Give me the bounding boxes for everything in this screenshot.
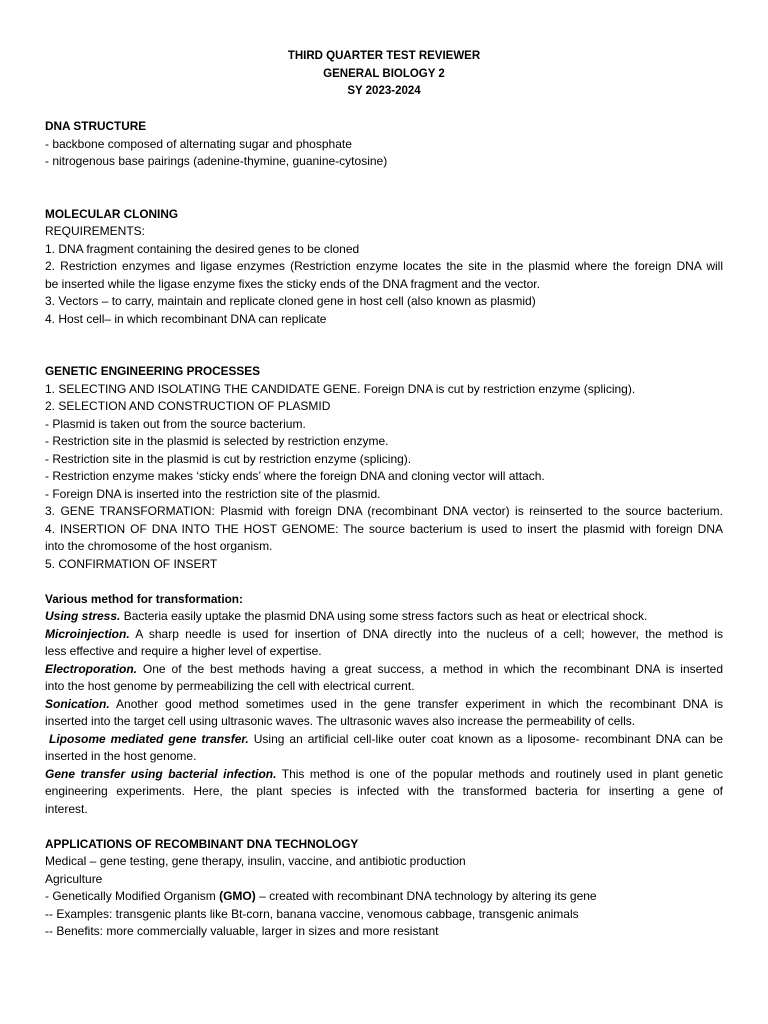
method-description-cont: inserted in the host genome. bbox=[45, 749, 197, 763]
list-item: -- Benefits: more commercially valuable, larger in sizes and more resistant bbox=[45, 924, 439, 938]
section-heading: APPLICATIONS OF RECOMBINANT DNA TECHNOLOGY bbox=[45, 836, 359, 851]
subheading: REQUIREMENTS: bbox=[45, 224, 146, 238]
method-term: Microinjection. bbox=[45, 626, 130, 641]
gmo-abbreviation: (GMO) bbox=[219, 889, 256, 903]
list-item: be inserted while the ligase enzyme fixes the sticky ends of the DNA fragment and the vector. bbox=[45, 276, 540, 291]
method-term: Liposome mediated gene transfer. bbox=[49, 731, 249, 746]
list-item: - Restriction enzyme makes ‘sticky ends’ where the foreign DNA and cloning vector will attach. bbox=[45, 469, 545, 483]
method-description-cont: engineering experiments. Here, the plant species is infected with the transformed bacteria for inserting a gene of bbox=[45, 784, 723, 798]
method-term: Gene transfer using bacterial infection. bbox=[45, 766, 277, 781]
list-item: into the chromosome of the host organism. bbox=[45, 539, 273, 553]
gmo-suffix: – created with recombinant DNA technology by altering its gene bbox=[255, 889, 597, 903]
section-heading: GENETIC ENGINEERING PROCESSES bbox=[45, 364, 261, 378]
method-term: Using stress. bbox=[45, 609, 121, 623]
list-item: 1. DNA fragment containing the desired genes to be cloned bbox=[45, 241, 360, 256]
list-item: - nitrogenous base pairings (adenine-thymine, guanine-cytosine) bbox=[45, 154, 388, 168]
list-item: - Plasmid is taken out from the source bacterium. bbox=[45, 416, 306, 431]
list-item: 2. Restriction enzymes and ligase enzymes (Restriction enzyme locates the site in the plasmid where the foreign DNA will bbox=[45, 259, 723, 273]
method-liposome bbox=[45, 731, 723, 749]
method-using-stress bbox=[45, 608, 723, 626]
section-molecular-cloning bbox=[45, 206, 723, 329]
method-description-cont: inserted into the target cell using ultrasonic waves. The ultrasonic waves also increase the permeability of cells. bbox=[45, 714, 636, 728]
list-item: 5. CONFIRMATION OF INSERT bbox=[45, 556, 218, 571]
method-description: Bacteria easily uptake the plasmid DNA using some stress factors such as heat or electrical shock. bbox=[120, 609, 648, 623]
method-description: Another good method sometimes used in the gene transfer experiment in which the recombinant DNA is bbox=[109, 696, 723, 711]
gmo-prefix: - Genetically Modified Organism bbox=[45, 889, 220, 903]
list-item: 2. SELECTION AND CONSTRUCTION OF PLASMID bbox=[45, 399, 331, 413]
header-school-year: SY 2023-2024 bbox=[347, 85, 421, 97]
section-genetic-engineering bbox=[45, 363, 723, 573]
method-electroporation bbox=[45, 661, 723, 679]
section-applications bbox=[45, 836, 723, 941]
section-heading: DNA STRUCTURE bbox=[45, 119, 147, 133]
header-subject: GENERAL BIOLOGY 2 bbox=[323, 67, 445, 80]
header-title: THIRD QUARTER TEST REVIEWER bbox=[287, 50, 481, 62]
list-item: - Foreign DNA is inserted into the restriction site of the plasmid. bbox=[45, 486, 381, 501]
method-description: This method is one of the popular methods and routinely used in plant genetic bbox=[276, 766, 723, 781]
list-item: - Restriction site in the plasmid is selected by restriction enzyme. bbox=[45, 434, 389, 448]
list-item: - Restriction site in the plasmid is cut by restriction enzyme (splicing). bbox=[45, 451, 412, 466]
list-item: 3. GENE TRANSFORMATION: Plasmid with foreign DNA (recombinant DNA vector) is reinserted to the source bacterium. bbox=[45, 504, 723, 518]
method-description: A sharp needle is used for insertion of DNA directly into the nucleus of a cell; however, the method is bbox=[129, 626, 723, 641]
list-item: -- Examples: transgenic plants like Bt-corn, banana vaccine, venomous cabbage, transgenic animals bbox=[45, 906, 579, 921]
method-sonication bbox=[45, 696, 723, 714]
section-dna-structure bbox=[45, 118, 723, 171]
list-item: 4. Host cell– in which recombinant DNA can replicate bbox=[45, 311, 327, 326]
method-description-cont: into the host genome by permeabilizing the cell with electrical current. bbox=[45, 679, 415, 693]
method-description: Using an artificial cell-like outer coat known as a liposome- recombinant DNA can be bbox=[248, 731, 723, 746]
method-description: One of the best methods having a great success, a method in which the recombinant DNA is inserted bbox=[137, 661, 723, 676]
list-item: Medical – gene testing, gene therapy, insulin, vaccine, and antibiotic production bbox=[45, 854, 466, 868]
method-description-cont: interest. bbox=[45, 801, 88, 816]
method-description-cont: less effective and require a higher level of expertise. bbox=[45, 644, 322, 658]
list-item: 4. INSERTION OF DNA INTO THE HOST GENOME: The source bacterium is used to insert the plasmid with foreign DNA bbox=[45, 521, 723, 536]
method-term: Sonication. bbox=[45, 696, 110, 711]
section-heading: Various method for transformation: bbox=[45, 591, 243, 606]
list-item-gmo bbox=[45, 888, 723, 906]
method-term: Electroporation. bbox=[45, 661, 138, 676]
list-item: - backbone composed of alternating sugar and phosphate bbox=[45, 136, 352, 151]
list-item: Agriculture bbox=[45, 871, 103, 886]
section-heading: MOLECULAR CLONING bbox=[45, 206, 179, 221]
list-item: 3. Vectors – to carry, maintain and replicate cloned gene in host cell (also known as plasmid) bbox=[45, 294, 536, 308]
section-transformation-methods bbox=[45, 591, 723, 819]
list-item: 1. SELECTING AND ISOLATING THE CANDIDATE GENE. Foreign DNA is cut by restriction enzyme (splicing). bbox=[45, 381, 636, 396]
document-body bbox=[45, 118, 723, 941]
method-microinjection bbox=[45, 626, 723, 644]
method-bacterial-infection bbox=[45, 766, 723, 784]
document-header bbox=[0, 48, 768, 101]
